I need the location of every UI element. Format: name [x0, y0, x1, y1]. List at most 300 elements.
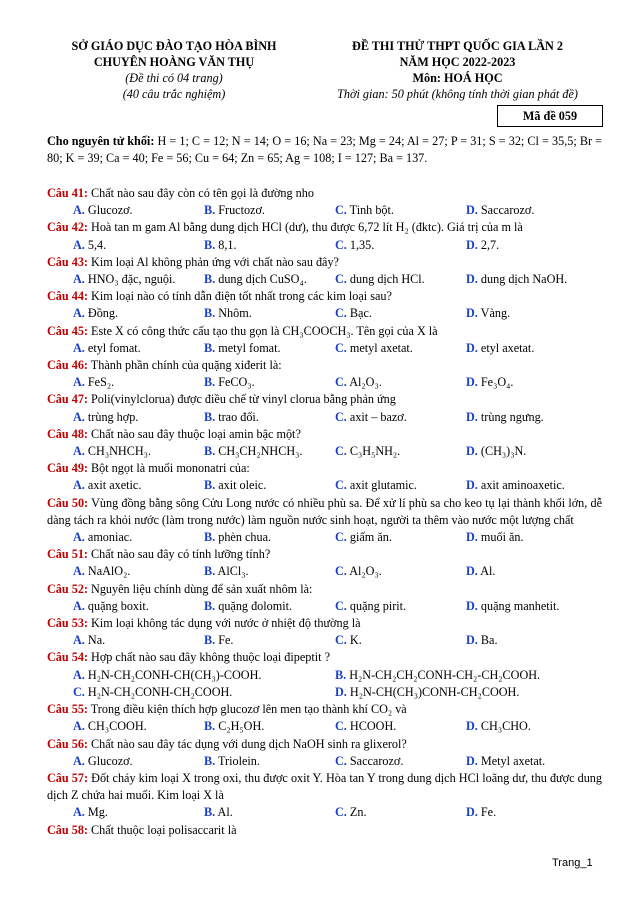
- answer-letter: C.: [335, 340, 347, 355]
- answer-option[interactable]: [335, 632, 466, 649]
- answer-option[interactable]: [47, 684, 335, 701]
- answer-text: quặng boxit.: [84, 598, 149, 613]
- answer-text: CH₃NHCH₃.: [84, 444, 151, 459]
- question-stem: [47, 649, 602, 666]
- answer-text: Fe.: [477, 805, 497, 820]
- question-item: [47, 736, 602, 770]
- answer-option[interactable]: [204, 529, 335, 546]
- answer-option[interactable]: [466, 563, 597, 580]
- answer-letter: A.: [73, 478, 85, 493]
- answer-letter: D.: [466, 598, 478, 613]
- answer-option[interactable]: [47, 529, 204, 546]
- answer-letter: D.: [466, 237, 478, 252]
- answer-option[interactable]: [204, 409, 335, 426]
- exam-header: [310, 38, 605, 102]
- answer-text: CH₃COOH.: [84, 719, 147, 734]
- answer-letter: A.: [73, 306, 85, 321]
- question-text: Chất nào sau đây có tính lưỡng tính?: [87, 547, 271, 562]
- question-item: [47, 323, 602, 357]
- answer-option[interactable]: [47, 598, 204, 615]
- answer-letter: B.: [204, 633, 216, 648]
- question-item: [47, 426, 602, 460]
- answer-text: Bạc.: [346, 306, 372, 321]
- answer-text: H₂N-CH₂CONH-CH(CH₃)-COOH.: [84, 667, 262, 682]
- answer-letter: A.: [73, 719, 85, 734]
- answer-text: 2,7.: [477, 237, 500, 252]
- answer-text: Vàng.: [477, 306, 511, 321]
- answer-letter: D.: [466, 340, 478, 355]
- answer-option[interactable]: [335, 529, 466, 546]
- question-number: Câu 48:: [47, 426, 88, 441]
- answer-option[interactable]: [204, 202, 335, 219]
- answer-text: 5,4.: [84, 237, 107, 252]
- answer-option[interactable]: [466, 305, 597, 322]
- question-number: Câu 41:: [47, 186, 88, 200]
- answer-option[interactable]: [466, 271, 597, 288]
- answer-letter: B.: [204, 598, 216, 613]
- question-item: [47, 546, 602, 580]
- atomic-masses: [47, 133, 602, 167]
- answer-text: Na.: [84, 633, 106, 648]
- answer-row: [47, 374, 602, 391]
- answer-option[interactable]: [335, 237, 466, 254]
- answer-row: [47, 237, 602, 254]
- answer-text: CH₃CHO.: [477, 719, 531, 734]
- question-stem: [47, 615, 602, 632]
- answer-option[interactable]: [47, 305, 204, 322]
- answer-option[interactable]: [47, 804, 204, 821]
- answer-letter: A.: [73, 530, 85, 545]
- question-stem: [47, 770, 602, 804]
- question-number: Câu 46:: [47, 358, 88, 373]
- answer-text: Glucozơ.: [84, 203, 133, 218]
- answer-row: [47, 804, 602, 821]
- answer-letter: C.: [335, 237, 347, 252]
- answer-option[interactable]: [204, 340, 335, 357]
- answer-option[interactable]: [466, 237, 597, 254]
- subject: Môn: HOÁ HỌC: [412, 71, 503, 85]
- answer-letter: C.: [335, 633, 347, 648]
- answer-letter: D.: [466, 805, 478, 820]
- answer-row: [47, 202, 602, 219]
- question-number: Câu 44:: [47, 289, 88, 304]
- page-number: Trang_1: [552, 857, 593, 869]
- answer-letter: B.: [204, 478, 216, 493]
- question-text: Kim loại Al không phản ứng với chất nào sau đây?: [87, 254, 339, 269]
- answer-letter: C.: [335, 564, 347, 579]
- answer-text: H₂N-CH₂CONH-CH₂COOH.: [84, 684, 233, 699]
- answer-letter: A.: [73, 805, 85, 820]
- answer-option[interactable]: [47, 374, 204, 391]
- question-text: Chất thuộc loại polisaccarit là: [87, 822, 237, 837]
- answer-text: K.: [346, 633, 362, 648]
- question-item: [47, 185, 602, 219]
- question-number: Câu 54:: [47, 650, 88, 665]
- question-text: Chất nào sau đây thuộc loại amin bậc một?: [87, 426, 301, 441]
- answer-option[interactable]: [335, 667, 597, 684]
- answer-option[interactable]: [466, 804, 597, 821]
- answer-letter: A.: [73, 753, 85, 768]
- answer-row: [47, 271, 602, 288]
- answer-option[interactable]: [335, 563, 466, 580]
- answer-letter: C.: [335, 719, 347, 734]
- answer-text: FeCO₃.: [215, 375, 255, 390]
- answer-row: [47, 753, 602, 770]
- question-stem: [47, 323, 602, 340]
- question-number: Câu 51:: [47, 547, 88, 562]
- answer-letter: B.: [204, 444, 216, 459]
- answer-letter: A.: [73, 409, 85, 424]
- answer-option[interactable]: [466, 753, 597, 770]
- answer-text: CH₃CH₂NHCH₃.: [215, 444, 303, 459]
- question-item: [47, 219, 602, 253]
- answer-text: H₂N-CH(CH₃)CONH-CH₂COOH.: [346, 684, 520, 699]
- answer-text: etyl axetat.: [477, 340, 535, 355]
- answer-text: axit glutamic.: [346, 478, 417, 493]
- answer-text: axit axetic.: [84, 478, 142, 493]
- question-number: Câu 58:: [47, 822, 88, 837]
- page-count-note: (Đề thi có 04 trang): [125, 71, 223, 85]
- answer-text: 8,1.: [215, 237, 237, 252]
- answer-text: Tinh bột.: [346, 203, 394, 218]
- question-stem: [47, 460, 602, 477]
- question-text: Bột ngọt là muối mononatri của:: [87, 461, 250, 476]
- question-text: Hợp chất nào sau đây không thuộc loại đipeptit ?: [87, 650, 330, 665]
- answer-option[interactable]: [335, 718, 466, 735]
- school-header: [40, 38, 308, 102]
- question-count-note: (40 câu trắc nghiệm): [122, 87, 226, 101]
- answer-text: C₂H₅OH.: [215, 719, 265, 734]
- answer-option[interactable]: [335, 477, 466, 494]
- answer-option[interactable]: [335, 443, 466, 460]
- question-number: Câu 42:: [47, 220, 88, 235]
- answer-letter: A.: [73, 633, 85, 648]
- question-item: [47, 495, 602, 547]
- answer-option[interactable]: [466, 529, 597, 546]
- answer-text: HCOOH.: [346, 719, 397, 734]
- answer-letter: D.: [466, 753, 478, 768]
- answer-text: quặng pirit.: [346, 598, 407, 613]
- answer-letter: B.: [204, 753, 216, 768]
- answer-row: [47, 632, 602, 649]
- answer-letter: C.: [335, 530, 347, 545]
- question-stem: [47, 185, 602, 202]
- answer-text: dung dịch CuSO₄.: [215, 272, 307, 287]
- answer-letter: D.: [466, 203, 478, 218]
- question-item: [47, 615, 602, 649]
- question-number: Câu 57:: [47, 770, 89, 785]
- answer-option[interactable]: [47, 477, 204, 494]
- answer-row: [47, 409, 602, 426]
- answer-text: HNO₃ đặc, nguội.: [84, 272, 176, 287]
- answer-letter: D.: [466, 633, 478, 648]
- question-number: Câu 50:: [47, 495, 89, 510]
- answer-option[interactable]: [47, 271, 204, 288]
- answer-letter: B.: [335, 667, 347, 682]
- answer-text: (CH₃)₃N.: [477, 444, 527, 459]
- question-stem: [47, 254, 602, 271]
- answer-option[interactable]: [466, 340, 597, 357]
- answer-letter: C.: [73, 684, 85, 699]
- question-stem: [47, 736, 602, 753]
- answer-option[interactable]: [466, 598, 597, 615]
- answer-row: [47, 529, 602, 546]
- answer-text: dung dịch NaOH.: [477, 272, 568, 287]
- answer-option[interactable]: [47, 409, 204, 426]
- question-item: [47, 288, 602, 322]
- answer-row: [47, 443, 602, 460]
- answer-option[interactable]: [466, 443, 597, 460]
- answer-option[interactable]: [466, 202, 597, 219]
- school-year: NĂM HỌC 2022-2023: [399, 55, 516, 69]
- answer-option[interactable]: [204, 477, 335, 494]
- question-stem: [47, 357, 602, 374]
- answer-option[interactable]: [335, 374, 466, 391]
- answer-option[interactable]: [335, 409, 466, 426]
- question-number: Câu 47:: [47, 392, 88, 407]
- answer-option[interactable]: [47, 718, 204, 735]
- answer-letter: B.: [204, 203, 216, 218]
- answer-text: muối ăn.: [477, 530, 524, 545]
- question-text: Chất nào sau đây còn có tên gọi là đường nho: [87, 186, 314, 200]
- answer-letter: A.: [73, 667, 85, 682]
- answer-option[interactable]: [204, 718, 335, 735]
- question-item: [47, 391, 602, 425]
- answer-text: quặng manhetit.: [477, 598, 560, 613]
- answer-text: phèn chua.: [215, 530, 272, 545]
- question-number: Câu 49:: [47, 461, 88, 476]
- question-item: [47, 770, 602, 822]
- answer-letter: A.: [73, 564, 85, 579]
- answer-row: [47, 667, 602, 684]
- answer-option[interactable]: [47, 632, 204, 649]
- answer-text: Zn.: [346, 805, 367, 820]
- answer-row: [47, 598, 602, 615]
- answer-letter: B.: [204, 375, 216, 390]
- answer-option[interactable]: [466, 718, 597, 735]
- answer-option[interactable]: [47, 753, 204, 770]
- time-limit: Thời gian: 50 phút (không tính thời gian phát đề): [337, 87, 578, 101]
- question-stem: [47, 822, 602, 839]
- answer-letter: D.: [466, 444, 478, 459]
- answer-option[interactable]: [204, 563, 335, 580]
- question-item: [47, 460, 602, 494]
- answer-letter: D.: [466, 409, 478, 424]
- answer-text: Al.: [477, 564, 496, 579]
- question-item: [47, 701, 602, 735]
- answer-row: [47, 563, 602, 580]
- exam-title: ĐỀ THI THỬ THPT QUỐC GIA LẦN 2: [352, 39, 563, 53]
- answer-row: [47, 684, 602, 701]
- answer-text: Metyl axetat.: [477, 753, 546, 768]
- answer-text: giấm ăn.: [346, 530, 392, 545]
- answer-text: C₃H₅NH₂.: [346, 444, 401, 459]
- answer-letter: B.: [204, 272, 216, 287]
- answer-text: AlCl₃.: [215, 564, 249, 579]
- answer-text: Saccarozơ.: [346, 753, 404, 768]
- answer-letter: C.: [335, 753, 347, 768]
- question-text: Đốt cháy kim loại X trong oxi, thu được oxit Y. Hòa tan Y trong dung dịch HCl loãng dư, thu được dung dịch Z chứa hai muối. Kim loại X là: [47, 770, 602, 803]
- answer-option[interactable]: [204, 753, 335, 770]
- answer-letter: A.: [73, 203, 85, 218]
- question-text: Trong điều kiện thích hợp glucozơ lên men tạo thành khí CO₂ và: [87, 702, 407, 717]
- answer-option[interactable]: [204, 374, 335, 391]
- answer-option[interactable]: [47, 202, 204, 219]
- question-stem: [47, 426, 602, 443]
- question-text: Este X có công thức cấu tạo thu gọn là CH₃COOCH₃. Tên gọi của X là: [87, 323, 438, 338]
- answer-text: Nhôm.: [215, 306, 252, 321]
- answer-text: Al₂O₃.: [346, 564, 382, 579]
- answer-option[interactable]: [204, 443, 335, 460]
- answer-option[interactable]: [204, 598, 335, 615]
- answer-letter: A.: [73, 444, 85, 459]
- question-number: Câu 43:: [47, 254, 88, 269]
- answer-letter: C.: [335, 478, 347, 493]
- answer-text: Mg.: [84, 805, 108, 820]
- answer-option[interactable]: [47, 237, 204, 254]
- answer-letter: D.: [466, 272, 478, 287]
- answer-letter: C.: [335, 203, 347, 218]
- question-stem: [47, 219, 602, 236]
- answer-option[interactable]: [466, 632, 597, 649]
- answer-option[interactable]: [335, 340, 466, 357]
- atomic-masses-text: H = 1; C = 12; N = 14; O = 16; Na = 23; Mg = 24; Al = 27; P = 31; S = 32; Cl = 35,5; Br = 80; K = 39; Ca = 40; Fe = 56; Cu = 64; Zn = 65; Ag = 108; I = 127; Ba = 137.: [47, 134, 602, 165]
- answer-letter: C.: [335, 409, 347, 424]
- answer-row: [47, 477, 602, 494]
- answer-letter: C.: [335, 306, 347, 321]
- answer-letter: B.: [204, 340, 216, 355]
- department-name: SỞ GIÁO DỤC ĐÀO TẠO HÒA BÌNH: [71, 39, 277, 53]
- answer-text: trùng hợp.: [84, 409, 139, 424]
- answer-option[interactable]: [204, 237, 335, 254]
- question-stem: [47, 701, 602, 718]
- question-stem: [47, 546, 602, 563]
- answer-option[interactable]: [466, 477, 597, 494]
- question-number: Câu 45:: [47, 323, 88, 338]
- answer-option[interactable]: [335, 202, 466, 219]
- question-text: Chất nào sau đây tác dụng với dung dịch NaOH sinh ra glixerol?: [87, 736, 407, 751]
- answer-option[interactable]: [47, 667, 335, 684]
- answer-text: amoniac.: [84, 530, 133, 545]
- answer-text: Al₂O₃.: [346, 375, 382, 390]
- answer-letter: C.: [335, 805, 347, 820]
- question-text: Nguyên liệu chính dùng để sản xuất nhôm là:: [87, 581, 313, 596]
- question-item: [47, 357, 602, 391]
- answer-option[interactable]: [335, 804, 466, 821]
- question-list: [47, 185, 602, 839]
- answer-option[interactable]: [335, 753, 466, 770]
- answer-text: Fe.: [215, 633, 234, 648]
- answer-letter: D.: [466, 719, 478, 734]
- answer-letter: A.: [73, 375, 85, 390]
- answer-text: Đồng.: [84, 306, 119, 321]
- answer-letter: D.: [466, 306, 478, 321]
- question-number: Câu 55:: [47, 702, 88, 717]
- question-text: Poli(vinylclorua) được điều chế từ vinyl clorua bằng phản ứng: [87, 392, 396, 407]
- answer-option[interactable]: [47, 443, 204, 460]
- answer-text: NaAlO₂.: [84, 564, 131, 579]
- answer-letter: C.: [335, 598, 347, 613]
- answer-option[interactable]: [466, 409, 597, 426]
- exam-code-box: Mã đề 059: [497, 105, 603, 127]
- answer-letter: C.: [335, 272, 347, 287]
- answer-text: Ba.: [477, 633, 498, 648]
- answer-letter: B.: [204, 530, 216, 545]
- answer-text: Saccarozơ.: [477, 203, 535, 218]
- answer-text: FeS₂.: [84, 375, 115, 390]
- answer-option[interactable]: [204, 804, 335, 821]
- answer-option[interactable]: [335, 598, 466, 615]
- answer-text: H₂N-CH₂CH₂CONH-CH₂-CH₂COOH.: [346, 667, 541, 682]
- answer-letter: D.: [466, 375, 478, 390]
- answer-text: metyl fomat.: [215, 340, 281, 355]
- answer-option[interactable]: [204, 632, 335, 649]
- answer-option[interactable]: [47, 340, 204, 357]
- question-text: Thành phần chính của quặng xiđerit là:: [87, 358, 282, 373]
- answer-option[interactable]: [335, 305, 466, 322]
- answer-letter: B.: [204, 306, 216, 321]
- question-item: [47, 581, 602, 615]
- question-text: Kim loại không tác dụng với nước ở nhiệt độ thường là: [87, 616, 361, 631]
- question-stem: [47, 495, 602, 529]
- answer-letter: B.: [204, 564, 216, 579]
- answer-letter: B.: [204, 409, 216, 424]
- answer-letter: B.: [204, 805, 216, 820]
- answer-text: quặng đolomit.: [215, 598, 293, 613]
- question-item: [47, 254, 602, 288]
- question-item: [47, 822, 602, 839]
- question-stem: [47, 391, 602, 408]
- answer-letter: B.: [204, 237, 216, 252]
- question-stem: [47, 581, 602, 598]
- atomic-masses-label: Cho nguyên tử khối:: [47, 134, 155, 148]
- answer-option[interactable]: [47, 563, 204, 580]
- answer-text: metyl axetat.: [346, 340, 413, 355]
- answer-option[interactable]: [335, 684, 597, 701]
- answer-text: 1,35.: [346, 237, 375, 252]
- answer-text: axit aminoaxetic.: [477, 478, 565, 493]
- question-number: Câu 56:: [47, 736, 88, 751]
- question-number: Câu 53:: [47, 616, 88, 631]
- answer-text: trao đổi.: [215, 409, 259, 424]
- answer-option[interactable]: [204, 305, 335, 322]
- answer-text: axit – bazơ.: [346, 409, 407, 424]
- answer-option[interactable]: [335, 271, 466, 288]
- answer-row: [47, 718, 602, 735]
- answer-letter: D.: [466, 564, 478, 579]
- answer-row: [47, 305, 602, 322]
- answer-row: [47, 340, 602, 357]
- question-item: [47, 649, 602, 701]
- school-name: CHUYÊN HOÀNG VĂN THỤ: [93, 55, 255, 69]
- answer-letter: D.: [466, 530, 478, 545]
- answer-option[interactable]: [204, 271, 335, 288]
- answer-text: Fe₃O₄.: [477, 375, 514, 390]
- answer-text: Glucozơ.: [84, 753, 133, 768]
- answer-text: axit oleic.: [215, 478, 267, 493]
- answer-letter: B.: [204, 719, 216, 734]
- answer-text: Al.: [215, 805, 233, 820]
- answer-option[interactable]: [466, 374, 597, 391]
- question-number: Câu 52:: [47, 581, 88, 596]
- question-text: Kim loại nào có tính dẫn điện tốt nhất trong các kim loại sau?: [87, 289, 392, 304]
- question-text: Hoà tan m gam Al bằng dung dịch HCl (dư), thu được 6,72 lít H₂ (đktc). Giá trị của m là: [87, 220, 523, 235]
- answer-letter: C.: [335, 444, 347, 459]
- answer-letter: C.: [335, 375, 347, 390]
- answer-text: trùng ngưng.: [477, 409, 544, 424]
- answer-letter: A.: [73, 598, 85, 613]
- answer-text: dung dịch HCl.: [346, 272, 425, 287]
